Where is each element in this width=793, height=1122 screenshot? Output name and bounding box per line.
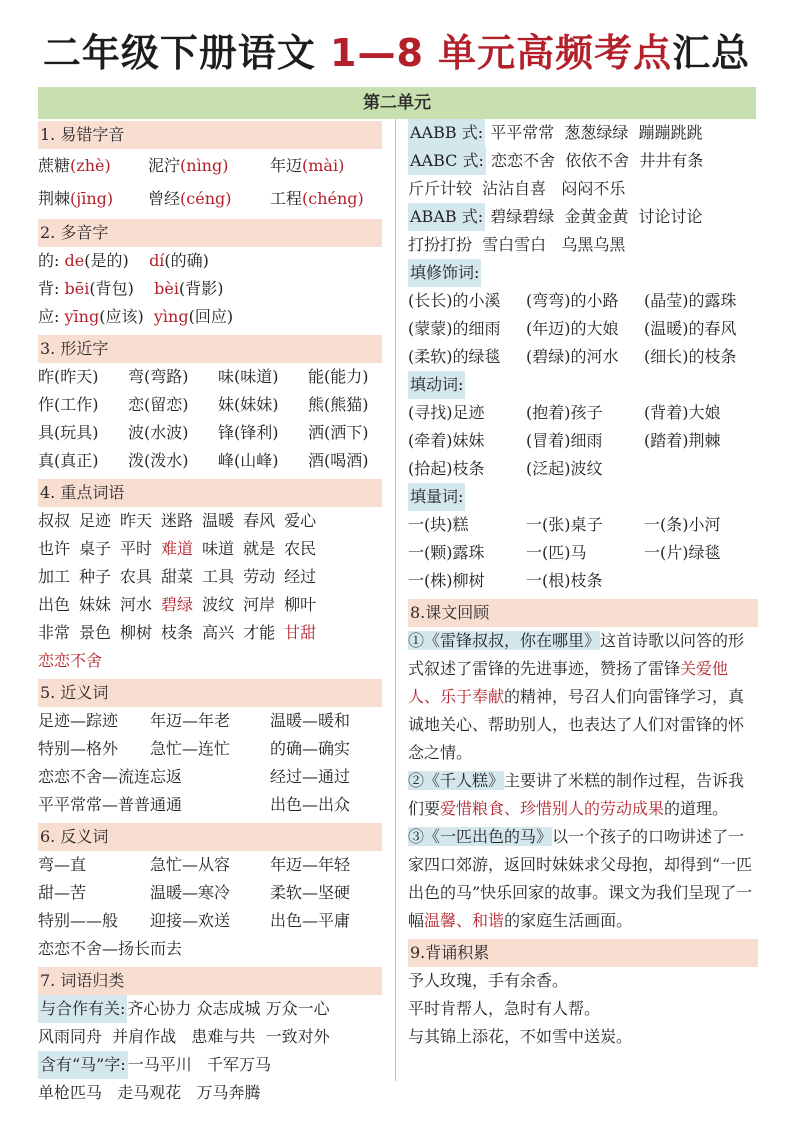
key-words-row: 出色 妹妹 河水 碧绿 波纹 河岸 柳叶: [38, 595, 317, 614]
similar-char-row: 具(玩具) 波(水波) 锋(锋利) 洒(洒下): [38, 423, 369, 442]
cooperation-words: 与合作有关: 齐心协力 众志成城 万众一心: [38, 995, 382, 1023]
recitation-line: 予人玫瑰，手有余香。: [408, 971, 569, 990]
lesson-title: ③《一匹出色的马》: [408, 827, 553, 846]
synonym-row: 恋恋不舍—流连忘返 经过—通过: [38, 767, 351, 786]
modifiers-label: 填修饰词:: [408, 259, 481, 287]
polyphone-row: 背: bēi(背包) bèi(背影): [38, 279, 224, 298]
measure-row: 一(株)柳树 一(根)枝条: [408, 571, 603, 590]
key-words-row: 恋恋不舍: [38, 651, 103, 670]
key-words-row: 加工 种子 农具 甜菜 工具 劳动 经过: [38, 567, 317, 586]
page-title: [0, 28, 793, 78]
antonym-row: 特别——般 迎接—欢送 出色—平庸: [38, 911, 351, 930]
modifier-row: (蒙蒙)的细雨 (年迈)的大娘 (温暖)的春风: [408, 319, 737, 338]
modifier-row: (长长)的小溪 (弯弯)的小路 (晶莹)的露珠: [408, 291, 737, 310]
lesson-review-2: ②《千人糕》主要讲了米糕的制作过程，告诉我们要爱惜粮食、珍惜别人的劳动成果的道理。: [408, 771, 745, 818]
pattern-abab-2: 打扮打扮 雪白雪白 乌黑乌黑: [408, 235, 626, 254]
measures-label-row: [408, 483, 758, 511]
section-heading-5: 5. 近义词: [38, 679, 382, 707]
key-words-row: 叔叔 足迹 昨天 迷路 温暖 春风 爱心: [38, 511, 317, 530]
modifiers-label-row: [408, 259, 758, 287]
antonym-row: 甜—苦 温暖—寒冷 柔软—坚硬: [38, 883, 351, 902]
pattern-aabb: AABB 式: 平平常常 葱葱绿绿 蹦蹦跳跳: [408, 119, 758, 147]
lesson-title: ①《雷锋叔叔，你在哪里》: [408, 631, 601, 650]
cooperation-words-2: 风雨同舟 并肩作战 患难与共 一致对外: [38, 1027, 330, 1046]
pronunciation-row: [38, 149, 382, 182]
column-divider: [395, 119, 396, 1081]
section-heading-9: 9.背诵积累: [408, 939, 758, 967]
antonym-row: 恋恋不舍—扬长而去: [38, 939, 183, 958]
lesson-title: ②《千人糕》: [408, 771, 505, 790]
synonym-row: 平平常常—普普通通 出色—出众: [38, 795, 351, 814]
similar-char-row: 昨(昨天) 弯(弯路) 味(味道) 能(能力): [38, 367, 369, 386]
pron-item: 荆棘(jīng): [38, 189, 114, 208]
synonym-row: 足迹—踪迹 年迈—年老 温暖—暖和: [38, 711, 351, 730]
key-words-row: 非常 景色 柳树 枝条 高兴 才能 甘甜: [38, 623, 317, 642]
similar-char-row: 作(工作) 恋(留恋) 妹(妹妹) 熊(熊猫): [38, 395, 369, 414]
title-part-3: 汇总: [672, 31, 751, 75]
polyphone-row: 应: yīng(应该) yìng(回应): [38, 307, 234, 326]
horse-words-2: 单枪匹马 走马观花 万马奔腾: [38, 1083, 261, 1102]
left-column: [38, 119, 382, 1107]
lesson-review-1: ①《雷锋叔叔，你在哪里》这首诗歌以问答的形式叙述了雷锋的先进事迹，赞扬了雷锋关爱他人、乐于奉献的精神，号召人们向雷锋学习，真诚地关心、帮助别人，也表达了人们对雷锋的怀念之情。: [408, 631, 745, 762]
section-heading-2: 2. 多音字: [38, 219, 382, 247]
antonym-row: 弯—直 急忙—从容 年迈—年轻: [38, 855, 351, 874]
pattern-aabc: AABC 式: 恋恋不舍 依依不舍 井井有条: [408, 147, 758, 175]
synonym-row: 特别—格外 急忙—连忙 的确—确实: [38, 739, 351, 758]
pronunciation-row: [38, 182, 382, 215]
pattern-abab: ABAB 式: 碧绿碧绿 金黄金黄 讨论讨论: [408, 203, 758, 231]
category-label: 含有“马”字:: [38, 1051, 128, 1079]
similar-char-row: 真(真正) 泼(泼水) 峰(山峰) 酒(喝酒): [38, 451, 369, 470]
pron-item: 年迈(mài): [270, 156, 345, 175]
section-heading-1: 1. 易错字音: [38, 121, 382, 149]
section-heading-3: 3. 形近字: [38, 335, 382, 363]
section-heading-6: 6. 反义词: [38, 823, 382, 851]
key-words-row: 也许 桌子 平时 难道 味道 就是 农民: [38, 539, 317, 558]
verb-row: (拾起)枝条 (泛起)波纹: [408, 459, 603, 478]
pron-item: 工程(chéng): [270, 189, 364, 208]
category-label: 与合作有关:: [38, 995, 127, 1023]
unit-banner: 第二单元: [38, 87, 756, 119]
verb-row: (牵着)妹妹 (冒着)细雨 (踏着)荆棘: [408, 431, 721, 450]
measures-label: 填量词:: [408, 483, 465, 511]
measure-row: 一(颗)露珠 一(匹)马 一(片)绿毯: [408, 543, 721, 562]
modifier-row: (柔软)的绿毯 (碧绿)的河水 (细长)的枝条: [408, 347, 737, 366]
section-heading-8: 8.课文回顾: [408, 599, 758, 627]
measure-row: 一(块)糕 一(张)桌子 一(条)小河: [408, 515, 721, 534]
pron-item: 蔗糖(zhè): [38, 156, 111, 175]
verbs-label-row: [408, 371, 758, 399]
right-column: [408, 119, 758, 1051]
verb-row: (寻找)足迹 (抱着)孩子 (背着)大娘: [408, 403, 721, 422]
section-heading-7: 7. 词语归类: [38, 967, 382, 995]
section-heading-4: 4. 重点词语: [38, 479, 382, 507]
polyphone-row: 的: de(是的) dí(的确): [38, 251, 209, 270]
pattern-aabc-2: 斤斤计较 沾沾自喜 闷闷不乐: [408, 179, 626, 198]
verbs-label: 填动词:: [408, 371, 465, 399]
pron-item: 泥泞(nìng): [148, 156, 229, 175]
horse-words: 含有“马”字: 一马平川 千军万马: [38, 1051, 382, 1079]
pron-item: 曾经(céng): [148, 189, 232, 208]
lesson-review-3: ③《一匹出色的马》以一个孩子的口吻讲述了一家四口郊游，返回时妹妹求父母抱，却得到“一匹出色的马”快乐回家的故事。课文为我们呈现了一幅温馨、和谐的家庭生活画面。: [408, 827, 753, 930]
title-part-2: 1—8 单元高频考点: [330, 31, 673, 75]
recitation-line: 平时肯帮人，急时有人帮。: [408, 999, 601, 1018]
recitation-line: 与其锦上添花，不如雪中送炭。: [408, 1027, 633, 1046]
title-part-1: 二年级下册语文: [42, 31, 331, 75]
